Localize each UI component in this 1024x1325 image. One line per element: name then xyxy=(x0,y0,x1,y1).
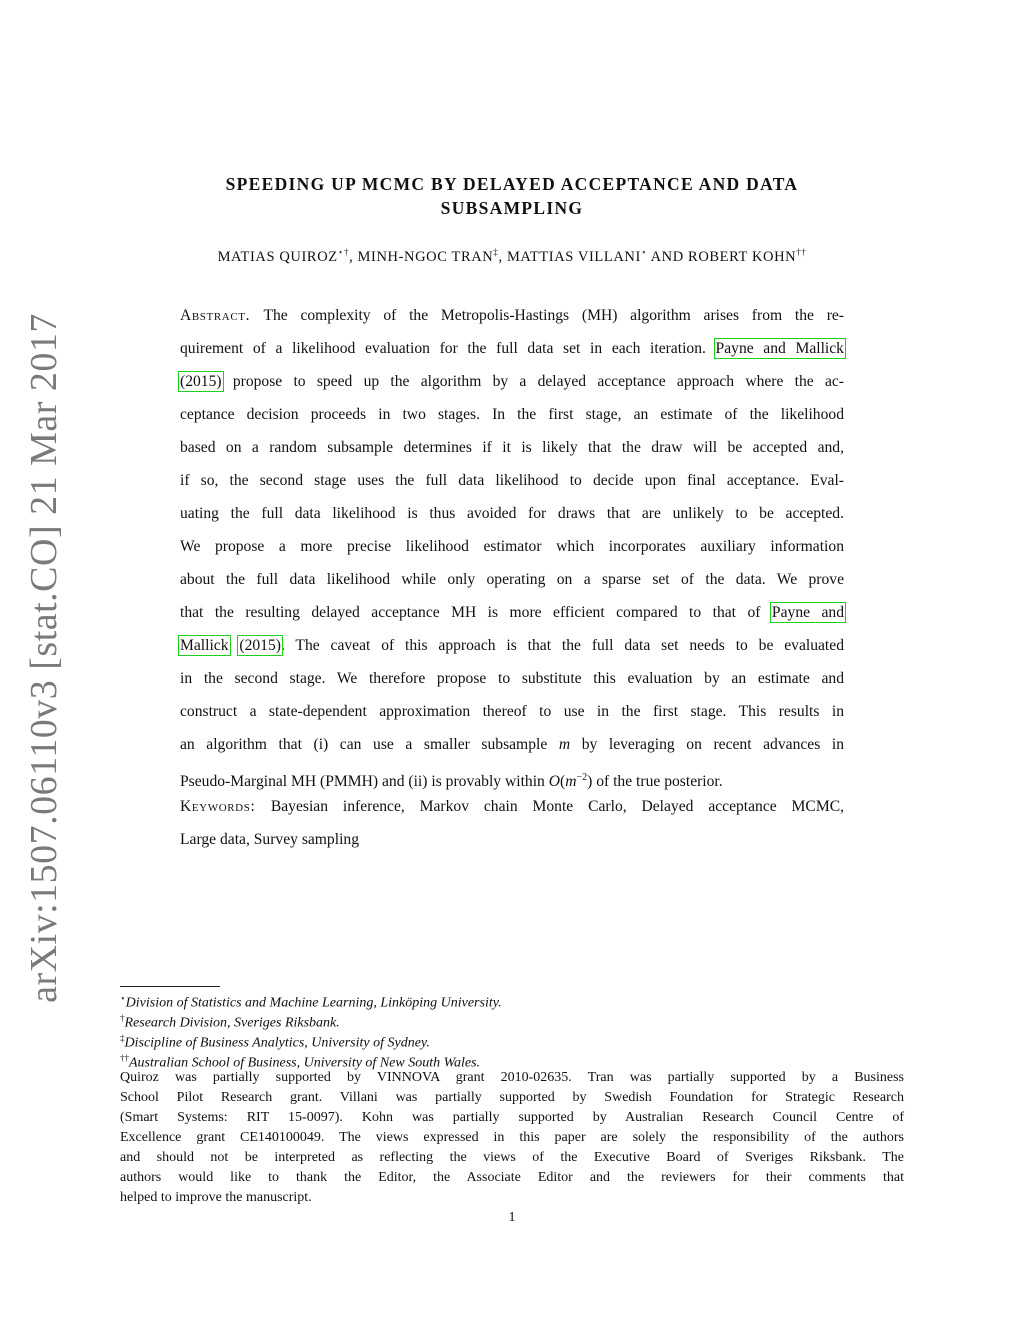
footnote-mark: ‡ xyxy=(120,1033,125,1043)
author-separator: , xyxy=(498,248,507,265)
footnotes xyxy=(120,988,904,1208)
affiliation-text: Division of Statistics and Machine Learning, Linköping University. xyxy=(125,995,502,1011)
keywords-label: Keywords: xyxy=(180,798,271,815)
text-segment: about the full data likelihood while only operating on a sparse set of the data. We prove xyxy=(180,571,844,588)
author-name: MATIAS QUIROZ xyxy=(217,248,338,265)
affiliation-footnote xyxy=(120,1028,904,1051)
text-line xyxy=(180,464,844,497)
funding-acknowledgement xyxy=(120,1068,904,1208)
text-line xyxy=(180,790,844,823)
text-segment: that the resulting delayed acceptance MH is more efficient compared to that of xyxy=(180,604,772,621)
footnote-mark: † xyxy=(120,1013,125,1023)
citation-link[interactable]: (2015) xyxy=(239,637,281,654)
text-segment: Bayesian inference, Markov chain Monte Carlo, Delayed acceptance MCMC, xyxy=(270,798,844,815)
text-segment: quirement of a likelihood evaluation for the full data set in each iteration. xyxy=(180,340,716,357)
text-line xyxy=(180,530,844,563)
funding-line: and should not be interpreted as reflecting the views of the Executive Board of Sveriges Riksbank. The xyxy=(120,1150,904,1165)
author-affiliation-mark: ⋆† xyxy=(337,247,350,257)
math-symbol: O xyxy=(548,773,561,791)
keywords xyxy=(180,790,844,856)
footnote-mark: †† xyxy=(120,1053,129,1063)
affiliation-footnote xyxy=(120,1008,904,1031)
text-line xyxy=(180,728,844,761)
text-segment: We propose a more precise likelihood estimator which incorporates auxiliary information xyxy=(180,538,844,555)
text-line xyxy=(180,563,844,596)
text-segment: propose to speed up the algorithm by a delayed acceptance approach where the ac- xyxy=(221,373,844,390)
text-line xyxy=(180,695,844,728)
author-affiliation-mark: ⋆ xyxy=(640,247,648,257)
text-segment: uating the full data likelihood is thus avoided for draws that are unlikely to be accepted. xyxy=(180,505,844,522)
math-symbol: m xyxy=(558,736,571,753)
author-affiliation-mark: ‡ xyxy=(493,247,499,257)
text-line xyxy=(180,398,844,431)
affiliation-text: Discipline of Business Analytics, University of Sydney. xyxy=(124,1035,430,1051)
text-segment: construct a state-dependent approximation thereof to use in the first stage. This results in xyxy=(180,703,844,720)
funding-line: helped to improve the manuscript. xyxy=(120,1190,312,1205)
text-line xyxy=(180,596,844,629)
title-line-2: SUBSAMPLING xyxy=(440,198,584,218)
author-affiliation-mark: †† xyxy=(796,247,807,257)
citation-link[interactable]: Mallick xyxy=(180,637,229,654)
author-name: ROBERT KOHN xyxy=(688,248,797,265)
funding-line: Excellence grant CE140100049. The views expressed in this paper are solely the responsibility of the authors xyxy=(120,1130,904,1145)
text-segment: Large data, Survey sampling xyxy=(180,831,359,848)
affiliation-footnote xyxy=(120,988,904,1011)
funding-line: Quiroz was partially supported by VINNOVA grant 2010-02635. Tran was partially supported by a Business xyxy=(120,1070,904,1085)
text-segment: if so, the second stage uses the full data likelihood to decide upon final acceptance. Eval- xyxy=(180,472,844,489)
paper-title xyxy=(140,172,884,220)
affiliations xyxy=(120,988,904,1071)
author-name: MINH-NGOC TRAN xyxy=(357,248,494,265)
math-symbol: m xyxy=(565,773,577,791)
math-exponent: −2 xyxy=(576,772,588,783)
text-line xyxy=(180,299,844,332)
author-name: MATTIAS VILLANI xyxy=(506,248,641,265)
funding-line: School Pilot Research grant. Villani was partially supported by Swedish Foundation for Strategic Research xyxy=(120,1090,904,1105)
text-segment: ) of the true posterior. xyxy=(587,773,723,791)
author-list xyxy=(140,247,884,266)
text-segment: ( xyxy=(560,773,566,791)
text-segment: in the second stage. We therefore propose to substitute this evaluation by an estimate and xyxy=(180,670,844,687)
text-line xyxy=(180,662,844,695)
footnote-mark: ⋆ xyxy=(120,993,126,1003)
text-segment xyxy=(229,637,240,654)
text-segment: . The caveat of this approach is that the full data set needs to be evaluated xyxy=(280,637,844,654)
text-line xyxy=(180,629,844,662)
text-line xyxy=(180,823,844,856)
text-segment: by leveraging on recent advances in xyxy=(570,736,844,753)
affiliation-text: Research Division, Sveriges Riksbank. xyxy=(124,1015,340,1031)
author-separator: AND xyxy=(647,248,689,265)
footnote-divider xyxy=(120,986,220,987)
text-segment: an algorithm that (i) can use a smaller subsample xyxy=(180,736,559,753)
title-line-1: SPEEDING UP MCMC BY DELAYED ACCEPTANCE AND DATA xyxy=(225,174,799,194)
arxiv-identifier: arXiv:1507.06110v3 [stat.CO] 21 Mar 2017 xyxy=(23,313,65,1003)
page-number: 1 xyxy=(508,1210,516,1225)
text-segment: ceptance decision proceeds in two stages. In the first stage, an estimate of the likelihood xyxy=(180,406,844,423)
text-line xyxy=(180,431,844,464)
text-segment: based on a random subsample determines if it is likely that the draw will be accepted and, xyxy=(180,439,844,456)
text-segment: The complexity of the Metropolis-Hastings (MH) algorithm arises from the re- xyxy=(263,307,844,324)
affiliation-text: Australian School of Business, University of New South Wales. xyxy=(129,1055,481,1071)
text-line xyxy=(180,365,844,398)
funding-line: (Smart Systems: RIT 15-0097). Kohn was partially supported by Australian Research Council Centre of xyxy=(120,1110,904,1125)
citation-link[interactable]: Payne and xyxy=(771,604,844,621)
abstract xyxy=(180,299,844,794)
funding-line: authors would like to thank the Editor, the Associate Editor and the reviewers for their comments that xyxy=(120,1170,904,1185)
abstract-label: Abstract. xyxy=(180,307,264,324)
affiliation-footnote xyxy=(120,1048,904,1071)
text-line xyxy=(180,497,844,530)
text-segment: Pseudo-Marginal MH (PMMH) and (ii) is provably within xyxy=(180,773,549,791)
author-separator: , xyxy=(349,248,358,265)
citation-link[interactable]: (2015) xyxy=(180,373,222,390)
text-line xyxy=(180,332,844,365)
citation-link[interactable]: Payne and Mallick xyxy=(715,340,844,357)
